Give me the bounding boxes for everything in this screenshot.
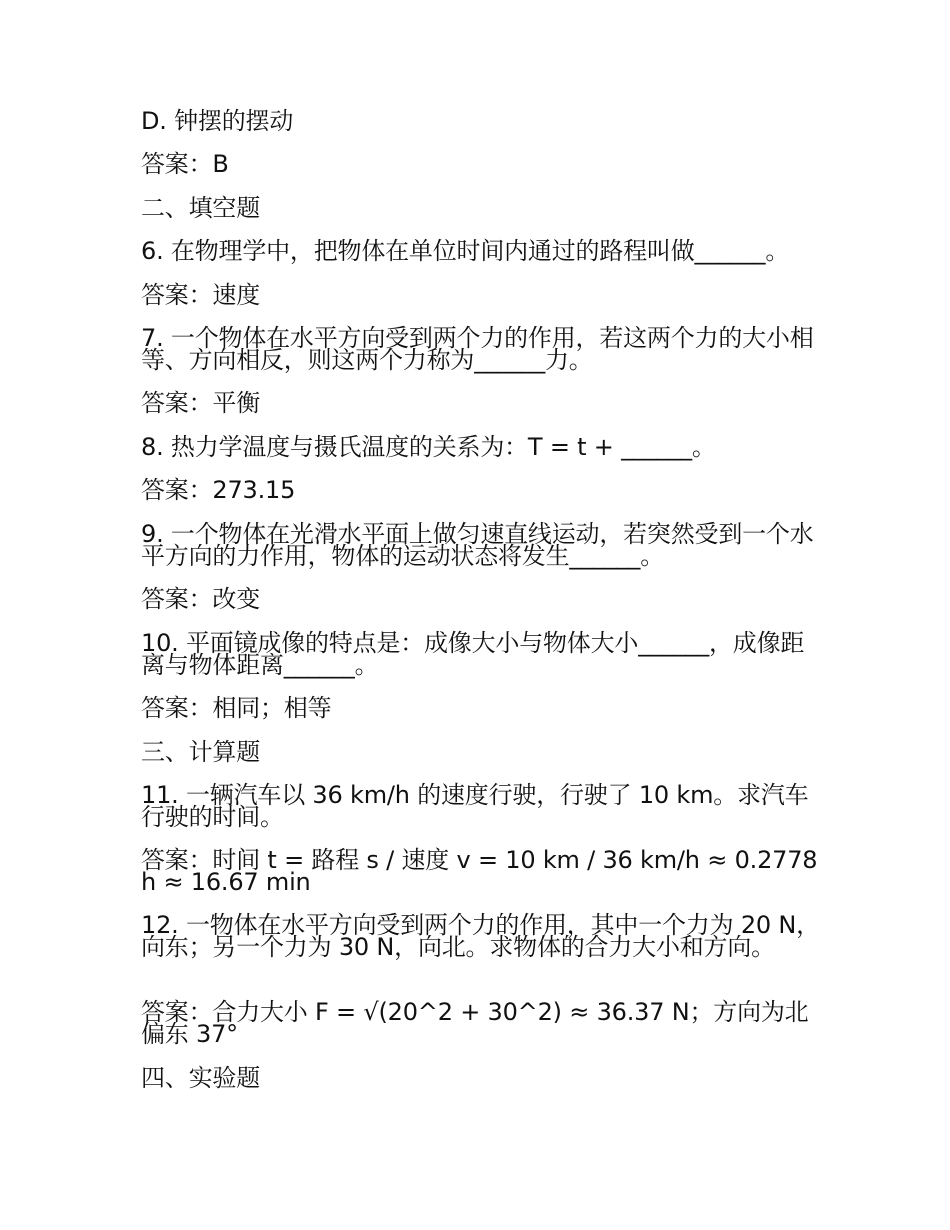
- question-8: 8. 热力学温度与摄氏温度的关系为：T = t + ______。: [141, 433, 716, 461]
- question-9: 9. 一个物体在光滑水平面上做匀速直线运动，若突然受到一个水平方向的力作用，物体的运动状态将发生______。: [141, 520, 814, 570]
- section-experiment-heading: 四、实验题: [141, 1064, 260, 1092]
- answer-7: 答案：平衡: [141, 389, 260, 417]
- question-6: 6. 在物理学中，把物体在单位时间内通过的路程叫做______。: [141, 237, 790, 265]
- question-12: 12. 一物体在水平方向受到两个力的作用，其中一个力为 20 N，向东；另一个力为 30 N，向北。求物体的合力大小和方向。: [141, 911, 820, 961]
- question-11: 11. 一辆汽车以 36 km/h 的速度行驶，行驶了 10 km。求汽车行驶的时间。: [141, 781, 809, 831]
- question-7: 7. 一个物体在水平方向受到两个力的作用，若这两个力的大小相等、方向相反，则这两个力称为______力。: [141, 324, 814, 374]
- option-d: D. 钟摆的摆动: [141, 107, 294, 135]
- answer-9: 答案：改变: [141, 585, 260, 613]
- answer-11: 答案：时间 t = 路程 s / 速度 v = 10 km / 36 km/h ≈ 0.2778 h ≈ 16.67 min: [141, 846, 818, 896]
- answer-8: 答案：273.15: [141, 476, 296, 504]
- answer-12: 答案：合力大小 F = √(20^2 + 30^2) ≈ 36.37 N；方向为北偏东 37°: [141, 998, 809, 1048]
- question-10: 10. 平面镜成像的特点是：成像大小与物体大小______，成像距离与物体距离______。: [141, 629, 805, 679]
- answer-5: 答案：B: [141, 150, 229, 178]
- answer-6: 答案：速度: [141, 281, 260, 309]
- answer-10: 答案：相同；相等: [141, 694, 332, 722]
- section-calculation-heading: 三、计算题: [141, 738, 260, 766]
- section-fill-in-blank-heading: 二、填空题: [141, 194, 260, 222]
